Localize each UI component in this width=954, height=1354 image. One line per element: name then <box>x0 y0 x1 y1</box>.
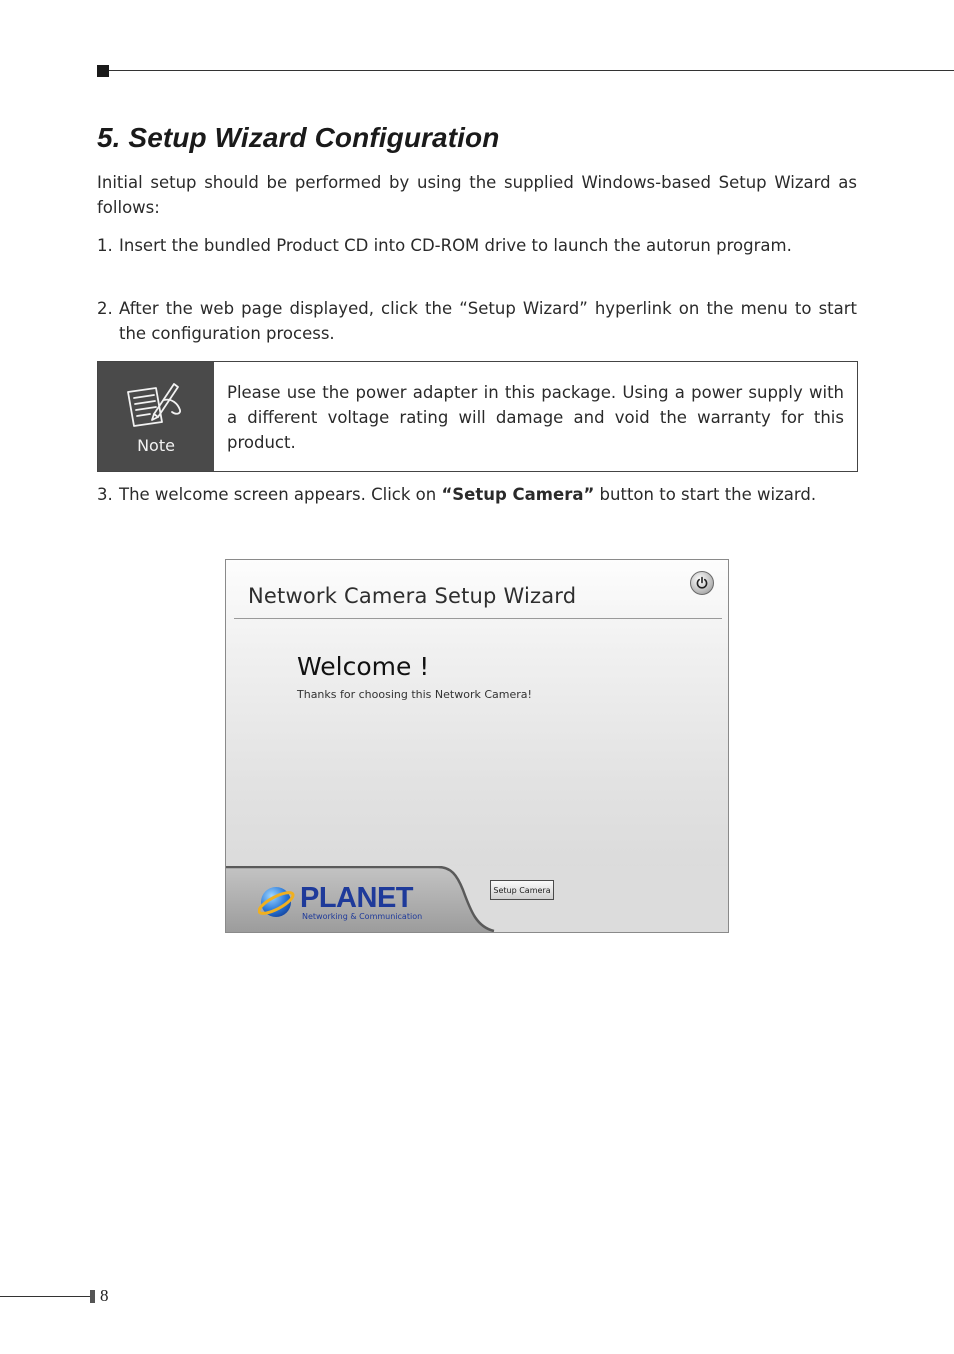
welcome-subtitle: Thanks for choosing this Network Camera! <box>297 688 532 701</box>
setup-camera-reference: “Setup Camera” <box>441 485 595 504</box>
note-text: Please use the power adapter in this package. Using a power supply with a different voltage rating will damage and void the warranty for this product. <box>227 383 844 452</box>
step-text-after: button to start the wizard. <box>594 485 817 504</box>
note-panel <box>98 362 214 471</box>
step-item-3 <box>97 482 857 507</box>
step-text: Insert the bundled Product CD into CD-ROM drive to launch the autorun program. <box>119 236 792 255</box>
step-number: 1. <box>97 236 113 255</box>
step-item-2 <box>97 296 857 346</box>
section-heading: 5. Setup Wizard Configuration <box>97 122 500 153</box>
footer-marker <box>90 1290 95 1303</box>
power-button[interactable] <box>690 571 714 595</box>
note-pen-icon <box>120 378 192 434</box>
step-number: 3. <box>97 485 113 504</box>
wizard-title: Network Camera Setup Wizard <box>248 584 577 608</box>
planet-globe-icon <box>258 882 298 922</box>
note-box <box>97 361 858 472</box>
planet-tagline: Networking & Communication <box>302 912 423 921</box>
step-number: 2. <box>97 299 113 318</box>
intro-paragraph: Initial setup should be performed by using the supplied Windows-based Setup Wizard as follows: <box>97 173 857 217</box>
header-square-marker <box>97 65 109 77</box>
power-icon <box>695 576 709 590</box>
welcome-heading: Welcome ! <box>297 652 430 681</box>
page-number: 8 <box>100 1286 109 1305</box>
setup-camera-button[interactable]: Setup Camera <box>490 880 554 900</box>
note-label: Note <box>137 436 175 455</box>
wizard-title-rule <box>234 618 722 619</box>
step-text <box>119 482 857 507</box>
planet-logo <box>258 882 423 924</box>
step-item-1 <box>97 233 857 258</box>
step-text-before: The welcome screen appears. Click on <box>119 485 442 504</box>
footer-rule <box>0 1296 90 1297</box>
setup-wizard-screenshot <box>225 559 729 933</box>
header-rule <box>109 70 954 71</box>
step-text: After the web page displayed, click the “Setup Wizard” hyperlink on the menu to start the configuration process. <box>119 299 857 343</box>
planet-logo-text: PLANET <box>300 882 413 914</box>
